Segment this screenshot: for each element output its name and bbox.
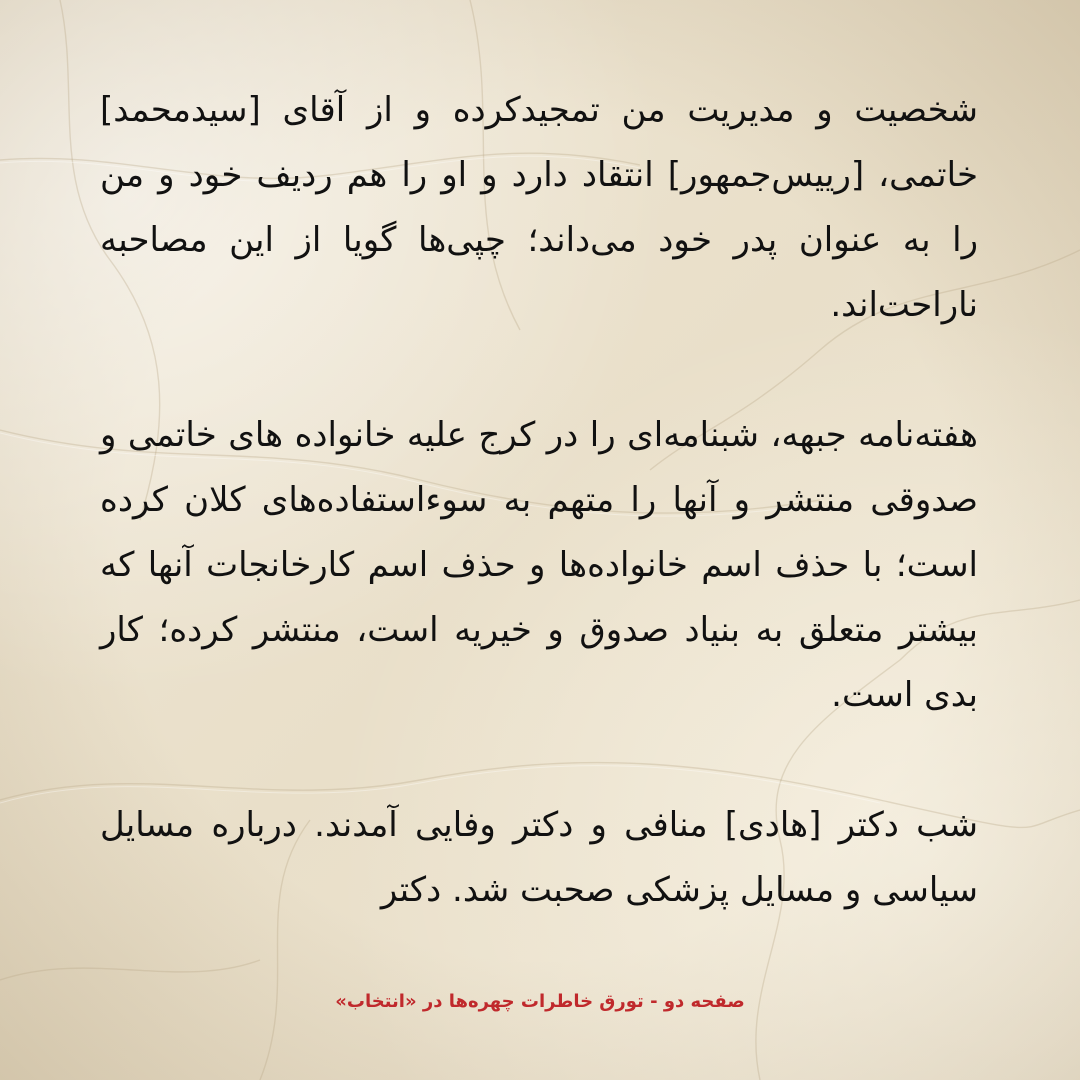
paragraph-3: شب دکتر [هادی] منافی و دکتر وفایی آمدند. درباره مسایل سیاسی و مسایل پزشکی صحبت شد. دکتر xyxy=(100,805,978,910)
page-caption: صفحه دو - تورق خاطرات چهره‌ها در «انتخاب» xyxy=(335,991,745,1012)
paragraph-1: شخصیت و مدیریت من تمجیدکرده و از آقای [سیدمحمد] خاتمی، [رییس‌جمهور] انتقاد دارد و او را هم ردیف خود و من را به عنوان پدر خود می‌داند؛ چپی‌ها گویا از این مصاحبه ناراحت‌اند. xyxy=(100,90,978,325)
memoir-text-block xyxy=(100,78,978,923)
paragraph-2: هفته‌نامه جبهه، شبنامه‌ای را در کرج علیه خانواده های خاتمی و صدوقی منتشر و آنها را متهم به سوءاستفاده‌های کلان کرده است؛ با حذف اسم خانواده‌ها و حذف اسم کارخانجات آنها که بیشتر متعلق به بنیاد صدوق و خیریه است، منتشر کرده؛ کار بدی است. xyxy=(100,415,978,715)
